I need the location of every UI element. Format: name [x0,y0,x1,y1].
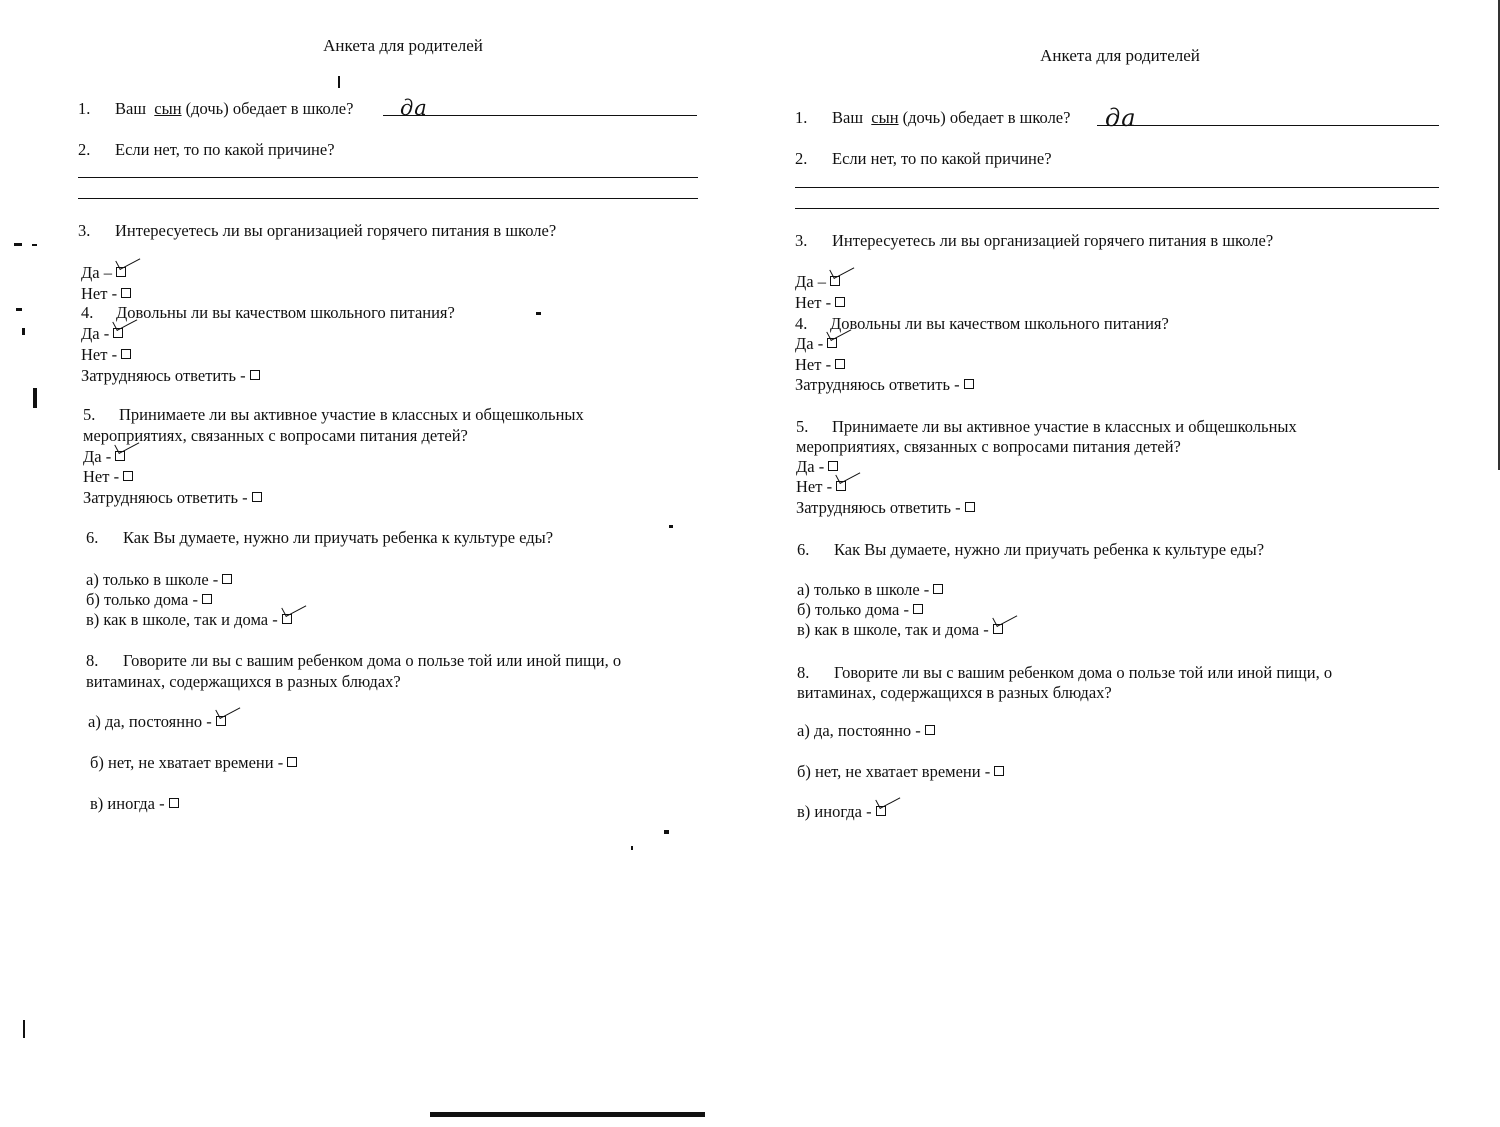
scan-speck [664,830,669,834]
option-b: б) только дома - [797,600,923,620]
option-no: Нет - [795,355,845,375]
option-b: б) только дома - [86,590,212,610]
option-c: в) как в школе, так и дома - [86,610,292,630]
scan-speck [22,328,25,335]
handwritten-answer: да [1105,104,1137,132]
question-2: 2. Если нет, то по какой причине? [795,149,1052,168]
checkbox[interactable] [835,359,845,369]
checkbox[interactable] [835,297,845,307]
option-no: Нет - [796,477,846,497]
checkbox-checked[interactable] [216,716,226,726]
answer-line [1097,125,1439,126]
scan-speck [16,308,22,311]
checkbox[interactable] [965,502,975,512]
option-yes: Да – [795,272,840,292]
answer-line [795,208,1439,209]
question-8-line2: витаминах, содержащихся в разных блюдах? [86,672,401,691]
option-yes: Да - [795,334,837,354]
option-b: б) нет, не хватает времени - [797,762,1004,782]
scan-speck [631,846,633,850]
checkbox[interactable] [287,757,297,767]
checkbox[interactable] [121,349,131,359]
scan-speck [32,244,37,246]
option-a: а) да, постоянно - [797,721,935,741]
option-yes: Да - [81,324,123,344]
question-6: 6. Как Вы думаете, нужно ли приучать ребенка к культуре еды? [86,528,554,547]
question-5-line2: мероприятиях, связанных с вопросами питания детей? [796,437,1181,456]
option-unsure: Затрудняюсь ответить - [81,366,260,386]
checkbox-checked[interactable] [827,338,837,348]
option-yes: Да – [81,263,126,283]
son-underlined: сын [154,99,182,118]
question-1: 1. Ваш сын (дочь) обедает в школе? [78,99,354,118]
question-4: 4. Довольны ли вы качеством школьного питания? [81,303,455,322]
checkbox-checked[interactable] [876,806,886,816]
checkbox[interactable] [913,604,923,614]
option-no: Нет - [83,467,133,487]
option-yes: Да - [796,457,838,477]
scan-speck [536,312,541,315]
option-yes: Да - [83,447,125,467]
checkbox-checked[interactable] [282,614,292,624]
answer-line [383,115,697,116]
checkbox[interactable] [828,461,838,471]
question-5: 5. Принимаете ли вы активное участие в классных и общешкольных [796,417,1297,436]
checkbox-checked[interactable] [836,481,846,491]
checkbox-checked[interactable] [115,451,125,461]
page-title: Анкета для родителей [323,36,483,55]
checkbox[interactable] [169,798,179,808]
son-underlined: сын [871,108,899,127]
checkbox[interactable] [222,574,232,584]
answer-line [78,198,698,199]
scan-speck [14,243,22,246]
option-no: Нет - [795,293,845,313]
question-6: 6. Как Вы думаете, нужно ли приучать ребенка к культуре еды? [797,540,1265,559]
option-a: а) да, постоянно - [88,712,226,732]
scan-edge-bar [430,1112,705,1117]
option-c: в) иногда - [90,794,179,814]
question-5: 5. Принимаете ли вы активное участие в классных и общешкольных [83,405,584,424]
answer-line [795,187,1439,188]
scan-speck [23,1020,25,1038]
scan-speck [669,525,673,528]
checkbox[interactable] [933,584,943,594]
answer-line [78,177,698,178]
questionnaire-sheet-left [78,0,738,1117]
option-a: а) только в школе - [86,570,232,590]
checkbox[interactable] [250,370,260,380]
scan-speck [33,388,37,408]
checkbox-checked[interactable] [113,328,123,338]
option-unsure: Затрудняюсь ответить - [795,375,974,395]
question-2: 2. Если нет, то по какой причине? [78,140,335,159]
option-c: в) иногда - [797,802,886,822]
option-a: а) только в школе - [797,580,943,600]
option-no: Нет - [81,345,131,365]
handwritten-answer: да [400,96,428,120]
question-1: 1. Ваш сын (дочь) обедает в школе? [795,108,1071,127]
question-5-line2: мероприятиях, связанных с вопросами питания детей? [83,426,468,445]
checkbox[interactable] [202,594,212,604]
question-3: 3. Интересуетесь ли вы организацией горячего питания в школе? [78,221,557,240]
question-8: 8. Говорите ли вы с вашим ребенком дома о пользе той или иной пищи, о [86,651,622,670]
option-c: в) как в школе, так и дома - [797,620,1003,640]
checkbox[interactable] [964,379,974,389]
checkbox[interactable] [925,725,935,735]
option-unsure: Затрудняюсь ответить - [83,488,262,508]
checkbox[interactable] [121,288,131,298]
checkbox-checked[interactable] [116,267,126,277]
checkbox[interactable] [994,766,1004,776]
page-title: Анкета для родителей [1040,46,1200,65]
question-4: 4. Довольны ли вы качеством школьного питания? [795,314,1169,333]
scan-speck [338,76,340,88]
checkbox-checked[interactable] [830,276,840,286]
option-no: Нет - [81,284,131,304]
checkbox[interactable] [252,492,262,502]
question-8: 8. Говорите ли вы с вашим ребенком дома о пользе той или иной пищи, о [797,663,1333,682]
question-8-line2: витаминах, содержащихся в разных блюдах? [797,683,1112,702]
option-b: б) нет, не хватает времени - [90,753,297,773]
checkbox[interactable] [123,471,133,481]
option-unsure: Затрудняюсь ответить - [796,498,975,518]
checkbox-checked[interactable] [993,624,1003,634]
questionnaire-sheet-right [795,10,1455,1127]
question-3: 3. Интересуетесь ли вы организацией горячего питания в школе? [795,231,1274,250]
